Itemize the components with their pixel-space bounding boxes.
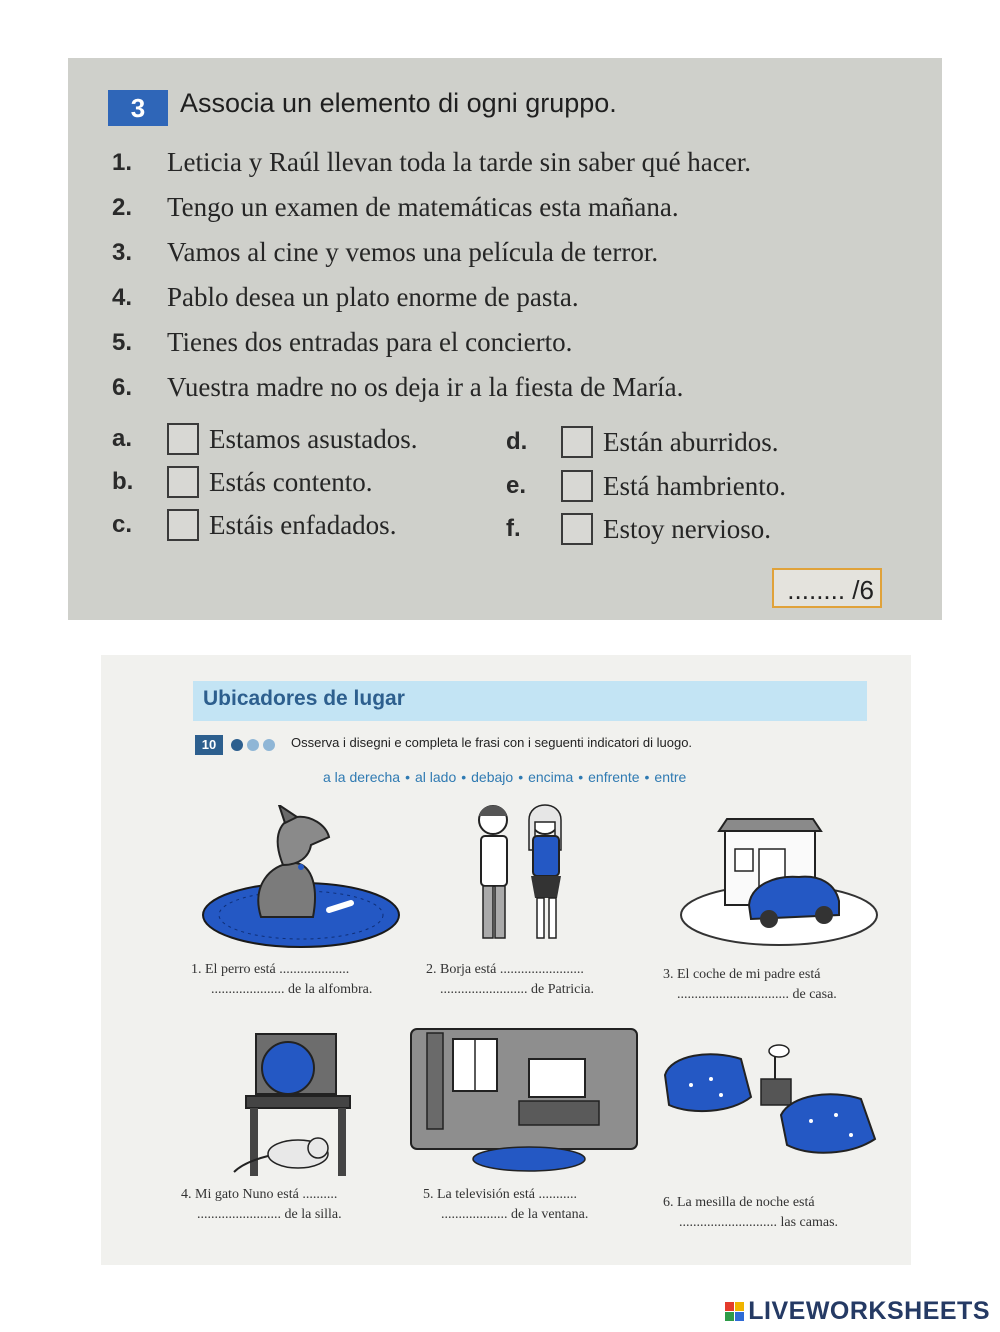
list-item — [112, 275, 751, 320]
difficulty-dot-icon — [247, 739, 259, 751]
caption-line: ............................ las camas. — [679, 1215, 839, 1230]
instruction-text: Osserva i disegni e completa le frasi con i seguenti indicatori di luogo. — [291, 735, 693, 750]
sentence-list — [112, 140, 751, 410]
list-item — [112, 365, 751, 410]
option-c — [112, 509, 396, 541]
item-number: 1. — [112, 148, 133, 176]
caption-line: 6. La mesilla de noche está — [663, 1195, 815, 1210]
option-text: Estoy nervioso. — [603, 513, 771, 544]
borja-and-patricia-illustration — [461, 800, 581, 950]
word-bank-item: encima — [528, 769, 574, 785]
answer-checkbox[interactable] — [167, 423, 199, 455]
option-text: Están aburridos. — [603, 426, 779, 457]
word-bank: a la derecha • al lado • debajo • encima • enfrente • entre — [323, 769, 687, 785]
caption-6 — [663, 1193, 838, 1233]
option-letter: d. — [506, 428, 528, 455]
list-item — [112, 230, 751, 275]
option-letter: c. — [112, 511, 133, 538]
difficulty-dot-icon — [263, 739, 275, 751]
option-d — [506, 426, 778, 458]
item-number: 4. — [112, 283, 133, 311]
exercise-title: Associa un elemento di ogni gruppo. — [180, 88, 617, 118]
caption-1 — [191, 960, 372, 1000]
option-letter: b. — [112, 468, 134, 495]
item-number: 2. — [112, 193, 133, 221]
exercise-10-panel — [101, 655, 911, 1265]
caption-line: ..................... de la alfombra. — [211, 982, 373, 997]
item-text: Leticia y Raúl llevan toda la tarde sin saber qué hacer. — [167, 147, 752, 177]
item-number: 3. — [112, 238, 133, 266]
score-box: ........ /6 — [772, 568, 882, 608]
item-text: Pablo desea un plato enorme de pasta. — [167, 282, 579, 312]
caption-line: 2. Borja está ........................ — [426, 962, 584, 977]
word-bank-item: al lado — [414, 769, 457, 785]
option-f — [506, 513, 771, 545]
option-text: Está hambriento. — [603, 470, 786, 501]
cat-under-chair-illustration — [226, 1030, 376, 1180]
difficulty-dot-icon — [231, 739, 243, 751]
item-text: Vamos al cine y vemos una película de terror. — [167, 237, 659, 267]
caption-3 — [663, 965, 837, 1005]
option-text: Estás contento. — [209, 466, 373, 497]
car-in-front-of-house-illustration — [679, 815, 879, 950]
exercise-number-badge: 3 — [108, 90, 168, 126]
liveworksheets-logo-icon — [725, 1302, 744, 1321]
dog-on-rug-illustration — [201, 805, 401, 955]
item-text: Vuestra madre no os deja ir a la fiesta de María. — [167, 372, 684, 402]
list-item — [112, 185, 751, 230]
exercise-3-panel — [68, 58, 942, 620]
logo-text: LIVEWORKSHEETS — [748, 1297, 990, 1325]
caption-line: ......................... de Patricia. — [440, 982, 594, 997]
word-bank-item: entre — [654, 769, 687, 785]
option-text: Estáis enfadados. — [209, 509, 397, 540]
answer-checkbox[interactable] — [167, 466, 199, 498]
answer-checkbox[interactable] — [561, 513, 593, 545]
item-text: Tienes dos entradas para el concierto. — [167, 327, 573, 357]
option-b — [112, 466, 372, 498]
tv-in-front-of-window-illustration — [409, 1025, 639, 1175]
option-letter: e. — [506, 472, 527, 499]
caption-4 — [181, 1185, 342, 1225]
caption-line: ................... de la ventana. — [441, 1207, 589, 1222]
answer-checkbox[interactable] — [167, 509, 199, 541]
option-e — [506, 470, 786, 502]
word-bank-item: enfrente — [588, 769, 640, 785]
caption-line: 4. Mi gato Nuno está .......... — [181, 1187, 338, 1202]
list-item — [112, 320, 751, 365]
caption-line: ........................ de la silla. — [197, 1207, 342, 1222]
section-header — [193, 681, 867, 721]
option-letter: f. — [506, 515, 521, 542]
answer-checkbox[interactable] — [561, 426, 593, 458]
caption-2 — [426, 960, 594, 1000]
caption-line: 3. El coche de mi padre está — [663, 967, 821, 982]
caption-5 — [423, 1185, 588, 1225]
liveworksheets-logo[interactable] — [725, 1297, 990, 1326]
option-a — [112, 423, 418, 455]
word-bank-item: debajo — [471, 769, 514, 785]
caption-line: ................................ de casa. — [677, 987, 837, 1002]
item-text: Tengo un examen de matemáticas esta mañana. — [167, 192, 679, 222]
item-number: 5. — [112, 328, 133, 356]
option-text: Estamos asustados. — [209, 423, 418, 454]
answer-checkbox[interactable] — [561, 470, 593, 502]
nightstand-between-beds-illustration — [661, 1035, 881, 1175]
caption-line: 1. El perro está .................... — [191, 962, 350, 977]
item-number: 6. — [112, 373, 133, 401]
caption-line: 5. La televisión está ........... — [423, 1187, 577, 1202]
exercise-number-badge: 10 — [195, 735, 223, 755]
word-bank-item: a la derecha — [323, 769, 401, 785]
option-letter: a. — [112, 425, 133, 452]
section-title: Ubicadores de lugar — [203, 687, 405, 710]
list-item — [112, 140, 751, 185]
